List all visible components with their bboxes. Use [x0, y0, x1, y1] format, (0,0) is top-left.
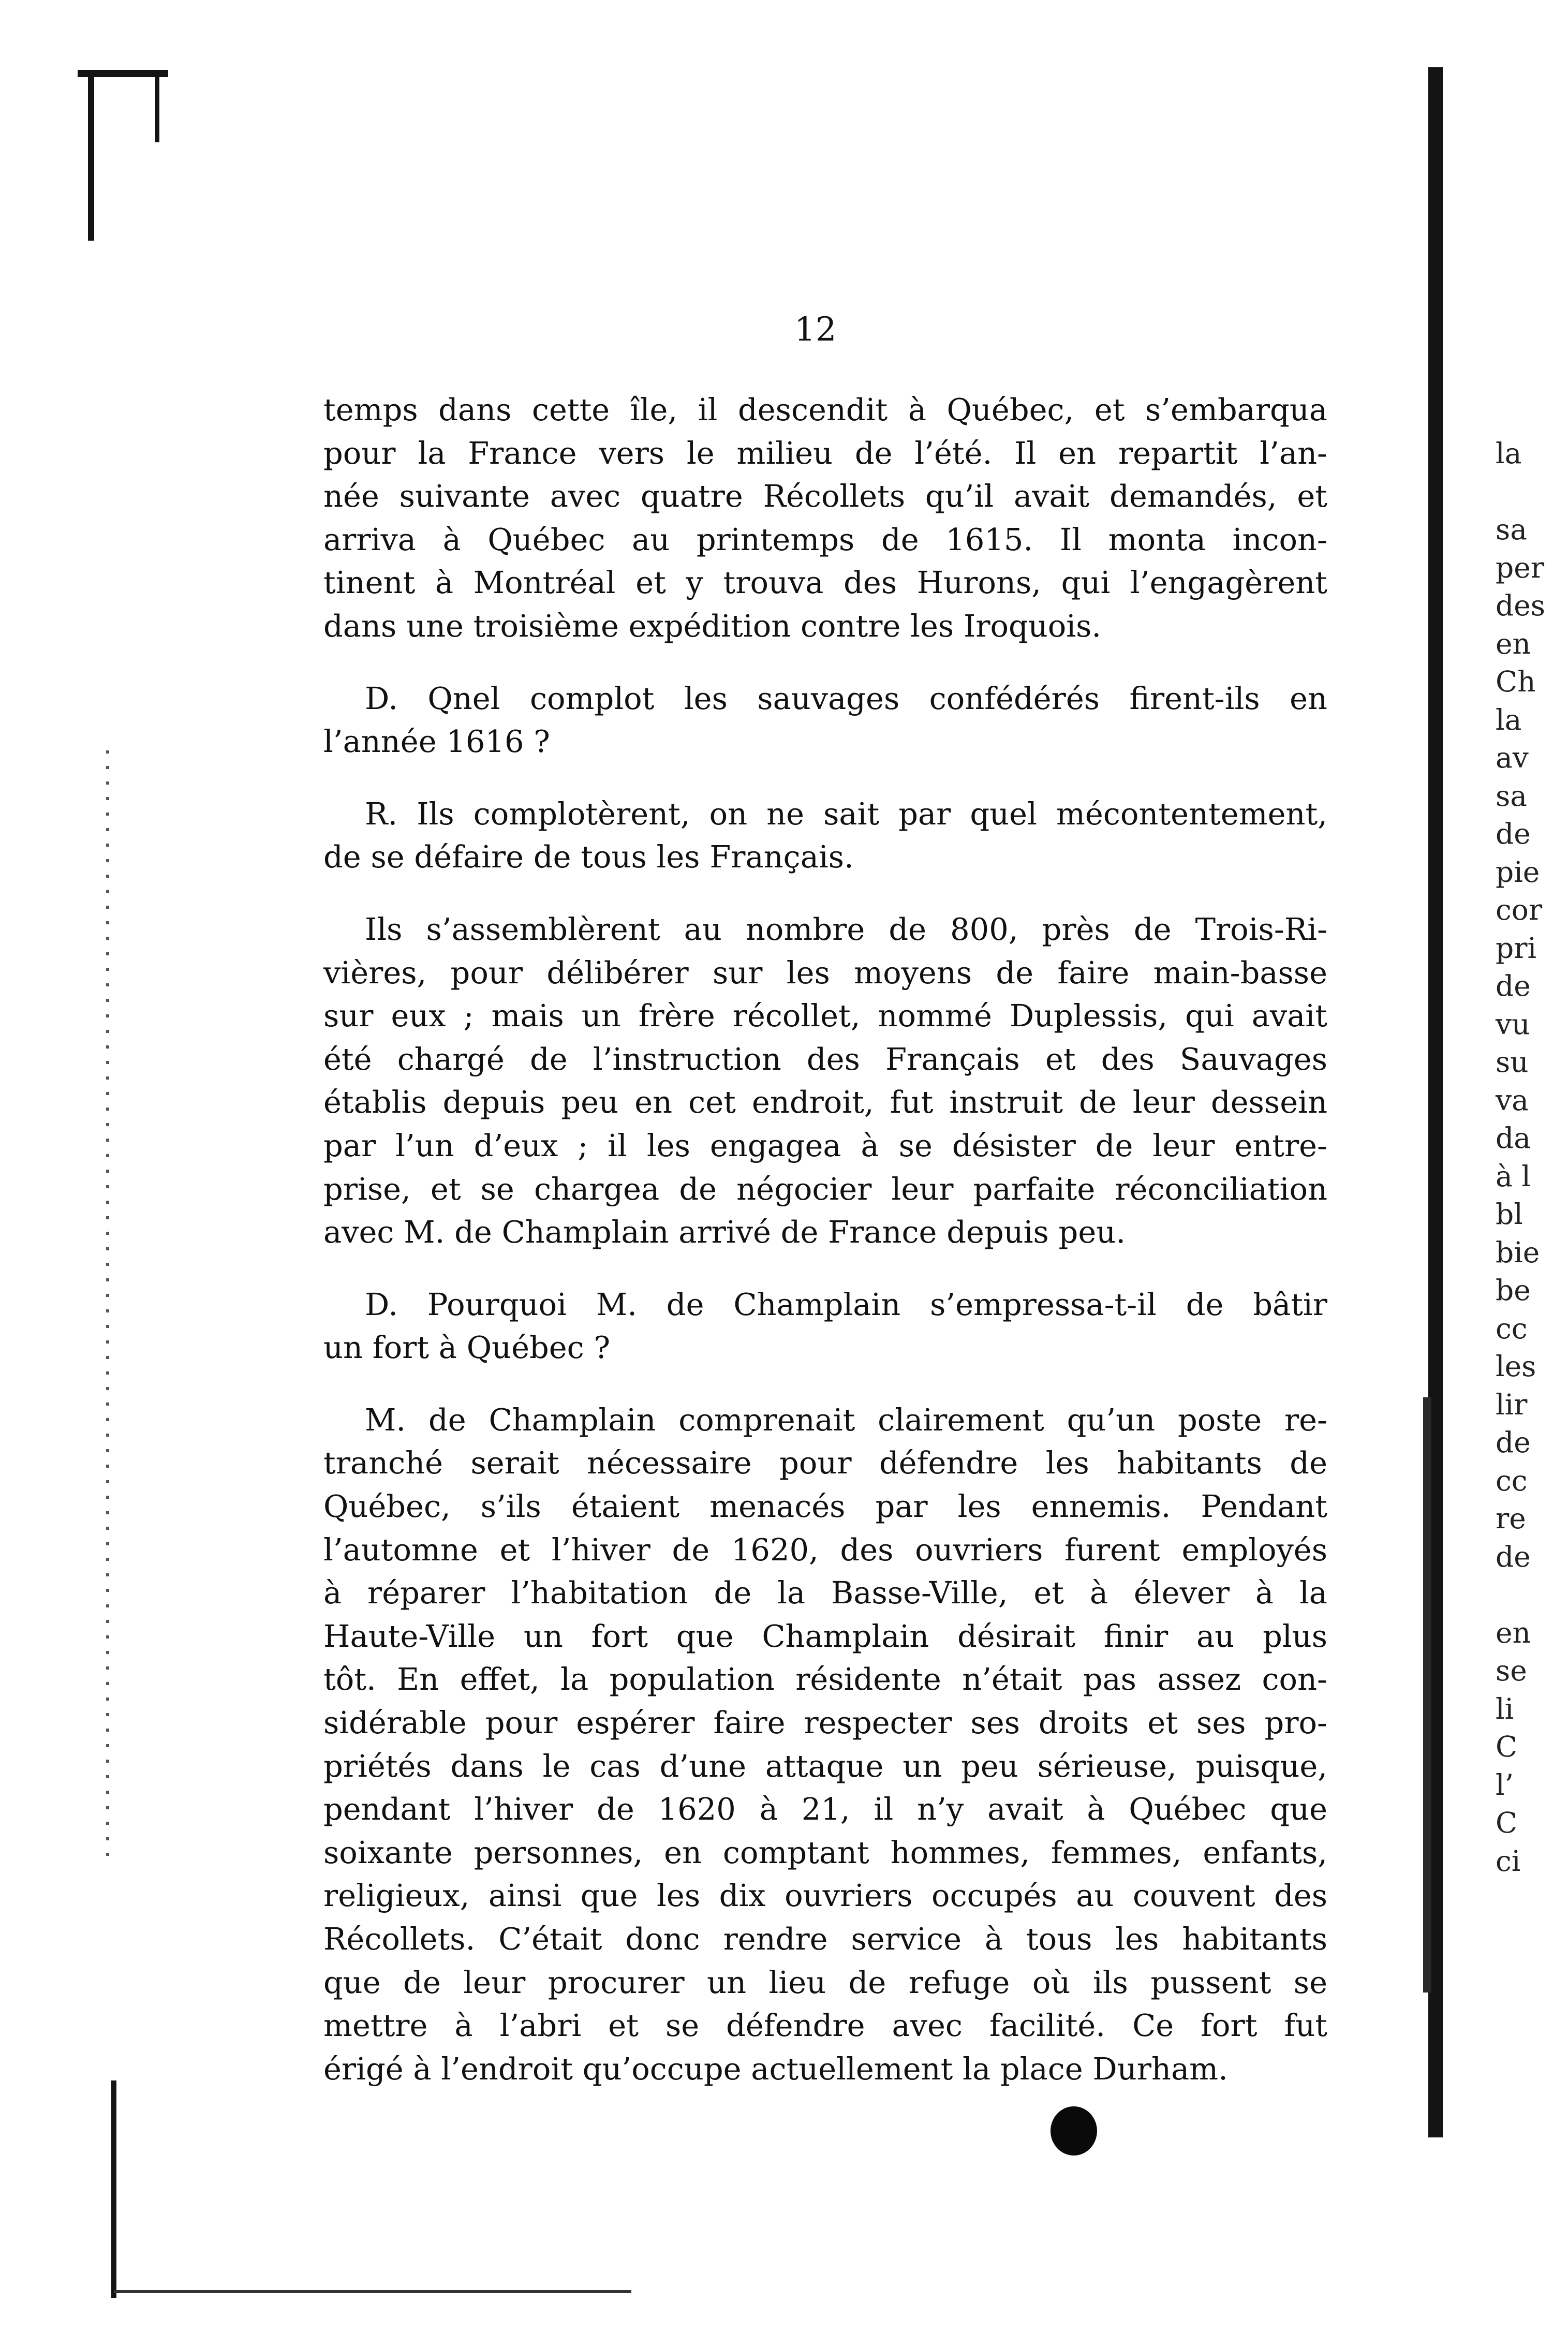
bleed-fragment: su: [1496, 1045, 1529, 1079]
text-line: tranché serait nécessaire pour défendre les habitants de: [323, 1445, 1327, 1481]
paragraph-q1: [323, 677, 1327, 763]
bleed-fragment: ci: [1496, 1844, 1521, 1878]
bleed-fragment: sa: [1496, 513, 1528, 546]
text-line: sidérable pour espérer faire respecter ses droits et ses pro-: [323, 1705, 1327, 1741]
bleed-fragment: de: [1496, 969, 1531, 1002]
page-number: 12: [794, 311, 837, 349]
text-line: à réparer l’habitation de la Basse-Ville, et à élever à la: [323, 1575, 1327, 1611]
page-edge-bar-lower: [1423, 1397, 1431, 1992]
bleed-fragment: Ch: [1496, 665, 1536, 698]
text-line: dans une troisième expédition contre les Iroquois.: [323, 608, 1102, 644]
paragraph-p3: [323, 1398, 1327, 2091]
text-line: temps dans cette île, il descendit à Québec, et s’embarqua: [323, 392, 1327, 427]
bleed-fragment: de: [1496, 1540, 1531, 1573]
bleed-fragment: bl: [1496, 1198, 1523, 1231]
bleed-fragment: [1496, 1576, 1545, 1614]
bleed-fragment: les: [1496, 1350, 1536, 1383]
text-line: par l’un d’eux ; il les engagea à se désister de leur entre-: [323, 1127, 1327, 1163]
bleed-fragment: la: [1496, 437, 1522, 470]
text-line: Haute-Ville un fort que Champlain désirait finir au plus: [323, 1618, 1327, 1654]
bleed-fragment: en: [1496, 1616, 1531, 1649]
gutter-dots: [106, 750, 109, 1863]
bleed-fragment: re: [1496, 1502, 1526, 1535]
text-line: tinent à Montréal et y trouva des Hurons, qui l’engagèrent: [323, 565, 1327, 601]
text-line: l’automne et l’hiver de 1620, des ouvriers furent employés: [323, 1531, 1327, 1568]
text-line: M. de Champlain comprenait clairement qu’un poste re-: [365, 1401, 1327, 1438]
bleed-fragment: de: [1496, 817, 1531, 850]
bleed-fragment: [1496, 473, 1545, 511]
bottom-left-mark: [111, 2080, 116, 2298]
bleed-fragment: bie: [1496, 1235, 1540, 1269]
text-line: mettre à l’abri et se défendre avec facilité. Ce fort fut: [323, 2008, 1327, 2044]
text-line: érigé à l’endroit qu’occupe actuellement la place Durham.: [323, 2050, 1228, 2087]
paragraph-a1: [323, 792, 1327, 879]
text-line: un fort à Québec ?: [323, 1330, 611, 1366]
bleed-fragment: vu: [1496, 1007, 1530, 1041]
bottom-rule: [114, 2290, 631, 2293]
bleed-fragment: des: [1496, 589, 1545, 622]
bleed-fragment: C: [1496, 1806, 1518, 1839]
bleed-fragment: av: [1496, 741, 1529, 774]
bleed-fragment: pie: [1496, 855, 1540, 889]
text-line: pendant l’hiver de 1620 à 21, il n’y avait à Québec que: [323, 1791, 1327, 1827]
bleed-fragment: en: [1496, 627, 1531, 660]
text-line: soixante personnes, en comptant hommes, femmes, enfants,: [323, 1834, 1327, 1870]
bleed-fragment: lir: [1496, 1388, 1528, 1421]
bleed-through-column: [1496, 435, 1545, 1880]
bleed-fragment: C: [1496, 1730, 1518, 1763]
bleed-fragment: cc: [1496, 1464, 1528, 1497]
text-line: avec M. de Champlain arrivé de France depuis peu.: [323, 1214, 1126, 1250]
text-line: D. Pourquoi M. de Champlain s’empressa-t-il de bâtir: [365, 1286, 1327, 1322]
bleed-fragment: à l: [1496, 1159, 1531, 1193]
text-line: née suivante avec quatre Récollets qu’il avait demandés, et: [323, 478, 1327, 514]
text-line: sur eux ; mais un frère récollet, nommé Duplessis, qui avait: [323, 998, 1327, 1034]
text-line: Récollets. C’était donc rendre service à tous les habitants: [323, 1921, 1327, 1957]
bleed-fragment: cc: [1496, 1311, 1528, 1345]
paragraph-p2: [323, 908, 1327, 1254]
corner-mark-mid: [155, 75, 159, 142]
corner-mark-left: [88, 75, 94, 241]
text-line: vières, pour délibérer sur les moyens de faire main-basse: [323, 954, 1327, 991]
bleed-fragment: l’: [1496, 1768, 1514, 1802]
bleed-fragment: va: [1496, 1083, 1529, 1117]
bleed-fragment: se: [1496, 1654, 1527, 1687]
bleed-fragment: be: [1496, 1274, 1531, 1307]
bleed-fragment: de: [1496, 1426, 1531, 1459]
bleed-fragment: cor: [1496, 893, 1543, 926]
bleed-fragment: per: [1496, 551, 1545, 584]
text-line: établis depuis peu en cet endroit, fut instruit de leur dessein: [323, 1084, 1327, 1120]
text-line: D. Qnel complot les sauvages confédérés firent-ils en: [365, 680, 1327, 716]
paragraph-q2: [323, 1283, 1327, 1369]
text-line: que de leur procurer un lieu de refuge où ils pussent se: [323, 1964, 1327, 2000]
paragraph-p1: [323, 388, 1327, 648]
text-line: été chargé de l’instruction des Français et des Sauvages: [323, 1041, 1327, 1077]
text-line: religieux, ainsi que les dix ouvriers occupés au couvent des: [323, 1878, 1327, 1914]
text-line: arriva à Québec au printemps de 1615. Il monta incon-: [323, 521, 1327, 557]
text-line: priétés dans le cas d’une attaque un peu sérieuse, puisque,: [323, 1748, 1327, 1784]
bleed-fragment: da: [1496, 1121, 1531, 1155]
text-line: Québec, s’ils étaient menacés par les ennemis. Pendant: [323, 1488, 1327, 1525]
text-line: pour la France vers le milieu de l’été. Il en repartit l’an-: [323, 435, 1327, 471]
text-column: [323, 388, 1327, 2119]
bleed-fragment: la: [1496, 703, 1522, 736]
text-line: de se défaire de tous les Français.: [323, 839, 854, 875]
text-line: prise, et se chargea de négocier leur parfaite réconciliation: [323, 1171, 1327, 1207]
bleed-fragment: li: [1496, 1692, 1514, 1725]
bleed-fragment: pri: [1496, 931, 1537, 965]
text-line: Ils s’assemblèrent au nombre de 800, près de Trois-Ri-: [365, 911, 1327, 947]
text-line: R. Ils complotèrent, on ne sait par quel mécontentement,: [365, 795, 1327, 832]
text-line: tôt. En effet, la population résidente n’était pas assez con-: [323, 1661, 1327, 1698]
bleed-fragment: sa: [1496, 779, 1528, 813]
text-line: l’année 1616 ?: [323, 724, 550, 760]
